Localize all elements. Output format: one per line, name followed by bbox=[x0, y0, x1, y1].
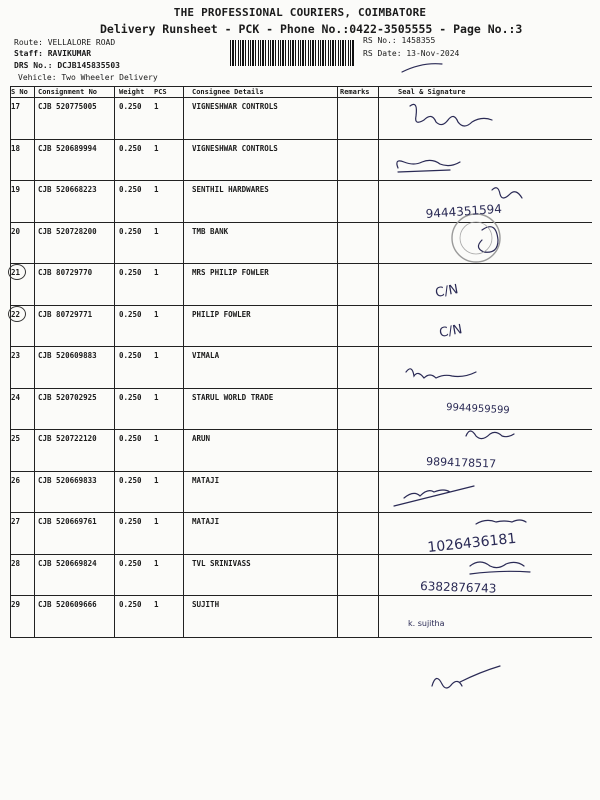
table-row bbox=[10, 596, 592, 638]
cell-weight: 0.250 bbox=[119, 558, 142, 568]
cell-sno: 28 bbox=[11, 558, 21, 568]
table-header bbox=[10, 86, 592, 98]
table-row bbox=[10, 223, 592, 265]
drs-value: DCJB145835503 bbox=[57, 61, 120, 70]
circled-mark bbox=[8, 306, 26, 322]
rs-date-value: 13-Nov-2024 bbox=[406, 49, 460, 58]
cell-pcs: 1 bbox=[154, 102, 159, 111]
table-row bbox=[10, 513, 592, 555]
cell-consignment: CJB 520702925 bbox=[38, 392, 97, 402]
circled-mark bbox=[8, 264, 26, 280]
cell-consignee: ARUN bbox=[192, 434, 211, 443]
cell-consignment: CJB 520669833 bbox=[38, 475, 97, 485]
col-header-sno: S No bbox=[11, 88, 28, 96]
cell-pcs: 1 bbox=[154, 434, 159, 443]
cell-weight: 0.250 bbox=[119, 600, 142, 609]
cell-sno: 26 bbox=[11, 475, 21, 485]
cell-pcs: 1 bbox=[154, 309, 159, 319]
cell-weight: 0.250 bbox=[119, 268, 142, 277]
cell-sno: 25 bbox=[11, 434, 21, 443]
vehicle-line bbox=[18, 73, 158, 82]
cell-pcs: 1 bbox=[154, 475, 159, 485]
cell-consignee: MATAJI bbox=[192, 517, 220, 526]
cell-consignment: CJB 520728200 bbox=[38, 226, 97, 236]
col-header-remarks: Remarks bbox=[340, 88, 370, 96]
signature-top-mark bbox=[402, 64, 442, 72]
handwritten-phone-row25: 9894178517 bbox=[425, 455, 497, 471]
signature-footer bbox=[432, 666, 500, 688]
cell-weight: 0.250 bbox=[119, 392, 142, 402]
cell-sno: 23 bbox=[11, 351, 21, 360]
route-value: VELLALORE ROAD bbox=[47, 38, 116, 47]
table-row bbox=[10, 264, 592, 306]
cell-consignment: CJB 80729770 bbox=[38, 268, 93, 277]
table-row bbox=[10, 555, 592, 597]
cell-pcs: 1 bbox=[154, 268, 159, 277]
table-row bbox=[10, 306, 592, 348]
cell-consignment: CJB 520722120 bbox=[38, 434, 97, 443]
table-row bbox=[10, 181, 592, 223]
handwritten-mark-row22: C/N bbox=[438, 322, 464, 341]
cell-consignment: CJB 520669761 bbox=[38, 517, 97, 526]
col-header-pcs: PCS bbox=[154, 88, 167, 96]
rs-no-label: RS No.: bbox=[363, 36, 397, 45]
cell-consignment: CJB 520668223 bbox=[38, 185, 97, 194]
cell-sno: 22 bbox=[11, 309, 21, 319]
cell-pcs: 1 bbox=[154, 351, 159, 360]
cell-sno: 17 bbox=[11, 102, 21, 111]
company-title: THE PROFESSIONAL COURIERS, COIMBATORE bbox=[173, 6, 427, 19]
table-row bbox=[10, 98, 592, 140]
handwritten-phone-row27: 1026436181 bbox=[426, 530, 518, 556]
staff-value: RAVIKUMAR bbox=[47, 49, 92, 58]
cell-consignee: SUJITH bbox=[192, 600, 220, 609]
col-header-signature: Seal & Signature bbox=[398, 88, 466, 96]
cell-consignment: CJB 520775005 bbox=[38, 102, 97, 111]
drs-line bbox=[14, 61, 120, 70]
table-row bbox=[10, 430, 592, 472]
cell-consignment: CJB 520609666 bbox=[38, 600, 97, 609]
cell-consignment: CJB 520689994 bbox=[38, 143, 97, 153]
cell-sno: 27 bbox=[11, 517, 21, 526]
handwritten-name-row29: k. sujitha bbox=[408, 619, 445, 628]
cell-pcs: 1 bbox=[154, 558, 159, 568]
staff-label: Staff: bbox=[14, 49, 43, 58]
cell-weight: 0.250 bbox=[119, 102, 142, 111]
cell-consignee: VIGNESHWAR CONTROLS bbox=[192, 102, 278, 111]
cell-consignment: CJB 80729771 bbox=[38, 309, 93, 319]
rs-date-label: RS Date: bbox=[363, 49, 402, 58]
cell-consignment: CJB 520669824 bbox=[38, 558, 97, 568]
rs-date-line bbox=[363, 49, 459, 58]
cell-consignment: CJB 520609883 bbox=[38, 351, 97, 360]
cell-weight: 0.250 bbox=[119, 143, 142, 153]
cell-pcs: 1 bbox=[154, 143, 159, 153]
cell-pcs: 1 bbox=[154, 600, 159, 609]
runsheet-title: Delivery Runsheet - PCK - Phone No.:0422-3505555 - Page No.:3 bbox=[100, 22, 523, 36]
rs-no-value: 1458355 bbox=[401, 36, 436, 45]
cell-sno: 18 bbox=[11, 143, 21, 153]
cell-consignee: MATAJI bbox=[192, 475, 220, 485]
cell-consignee: VIGNESHWAR CONTROLS bbox=[192, 143, 278, 153]
handwritten-phone-row28: 6382876743 bbox=[419, 579, 497, 596]
cell-pcs: 1 bbox=[154, 185, 159, 194]
col-header-weight: Weight bbox=[119, 88, 145, 96]
cell-consignee: TVL SRINIVASS bbox=[192, 558, 251, 568]
vehicle-value: Two Wheeler Delivery bbox=[61, 73, 158, 82]
drs-label: DRS No.: bbox=[14, 61, 53, 70]
cell-sno: 19 bbox=[11, 185, 21, 194]
vehicle-label: Vehicle: bbox=[18, 73, 57, 82]
cell-weight: 0.250 bbox=[119, 226, 142, 236]
cell-sno: 24 bbox=[11, 392, 21, 402]
col-header-consignee: Consignee Details bbox=[192, 88, 264, 96]
route-line bbox=[14, 38, 115, 47]
barcode-image bbox=[230, 40, 354, 66]
table-body bbox=[10, 98, 592, 638]
handwritten-mark-row21: C/N bbox=[434, 282, 460, 301]
cell-sno: 20 bbox=[11, 226, 21, 236]
table-row bbox=[10, 347, 592, 389]
table-row bbox=[10, 140, 592, 182]
cell-weight: 0.250 bbox=[119, 517, 142, 526]
cell-consignee: TMB BANK bbox=[192, 226, 229, 236]
cell-weight: 0.250 bbox=[119, 434, 142, 443]
col-header-consignment: Consignment No bbox=[38, 88, 98, 96]
handwritten-phone-row19: 9444351594 bbox=[425, 201, 503, 221]
handwritten-phone-row24: 9944959599 bbox=[445, 402, 510, 417]
cell-pcs: 1 bbox=[154, 392, 159, 402]
table-row bbox=[10, 389, 592, 431]
cell-consignee: VIMALA bbox=[192, 351, 220, 360]
cell-weight: 0.250 bbox=[119, 351, 142, 360]
staff-line bbox=[14, 49, 91, 58]
route-label: Route: bbox=[14, 38, 43, 47]
cell-consignee: MRS PHILIP FOWLER bbox=[192, 268, 269, 277]
cell-weight: 0.250 bbox=[119, 185, 142, 194]
cell-consignee: SENTHIL HARDWARES bbox=[192, 185, 269, 194]
delivery-table bbox=[10, 86, 592, 638]
table-row bbox=[10, 472, 592, 514]
cell-consignee: STARUL WORLD TRADE bbox=[192, 392, 274, 402]
cell-weight: 0.250 bbox=[119, 475, 142, 485]
cell-weight: 0.250 bbox=[119, 309, 142, 319]
rs-no-line bbox=[363, 36, 435, 45]
cell-sno: 29 bbox=[11, 600, 21, 609]
cell-pcs: 1 bbox=[154, 517, 159, 526]
cell-consignee: PHILIP FOWLER bbox=[192, 309, 251, 319]
cell-sno: 21 bbox=[11, 268, 21, 277]
cell-pcs: 1 bbox=[154, 226, 159, 236]
